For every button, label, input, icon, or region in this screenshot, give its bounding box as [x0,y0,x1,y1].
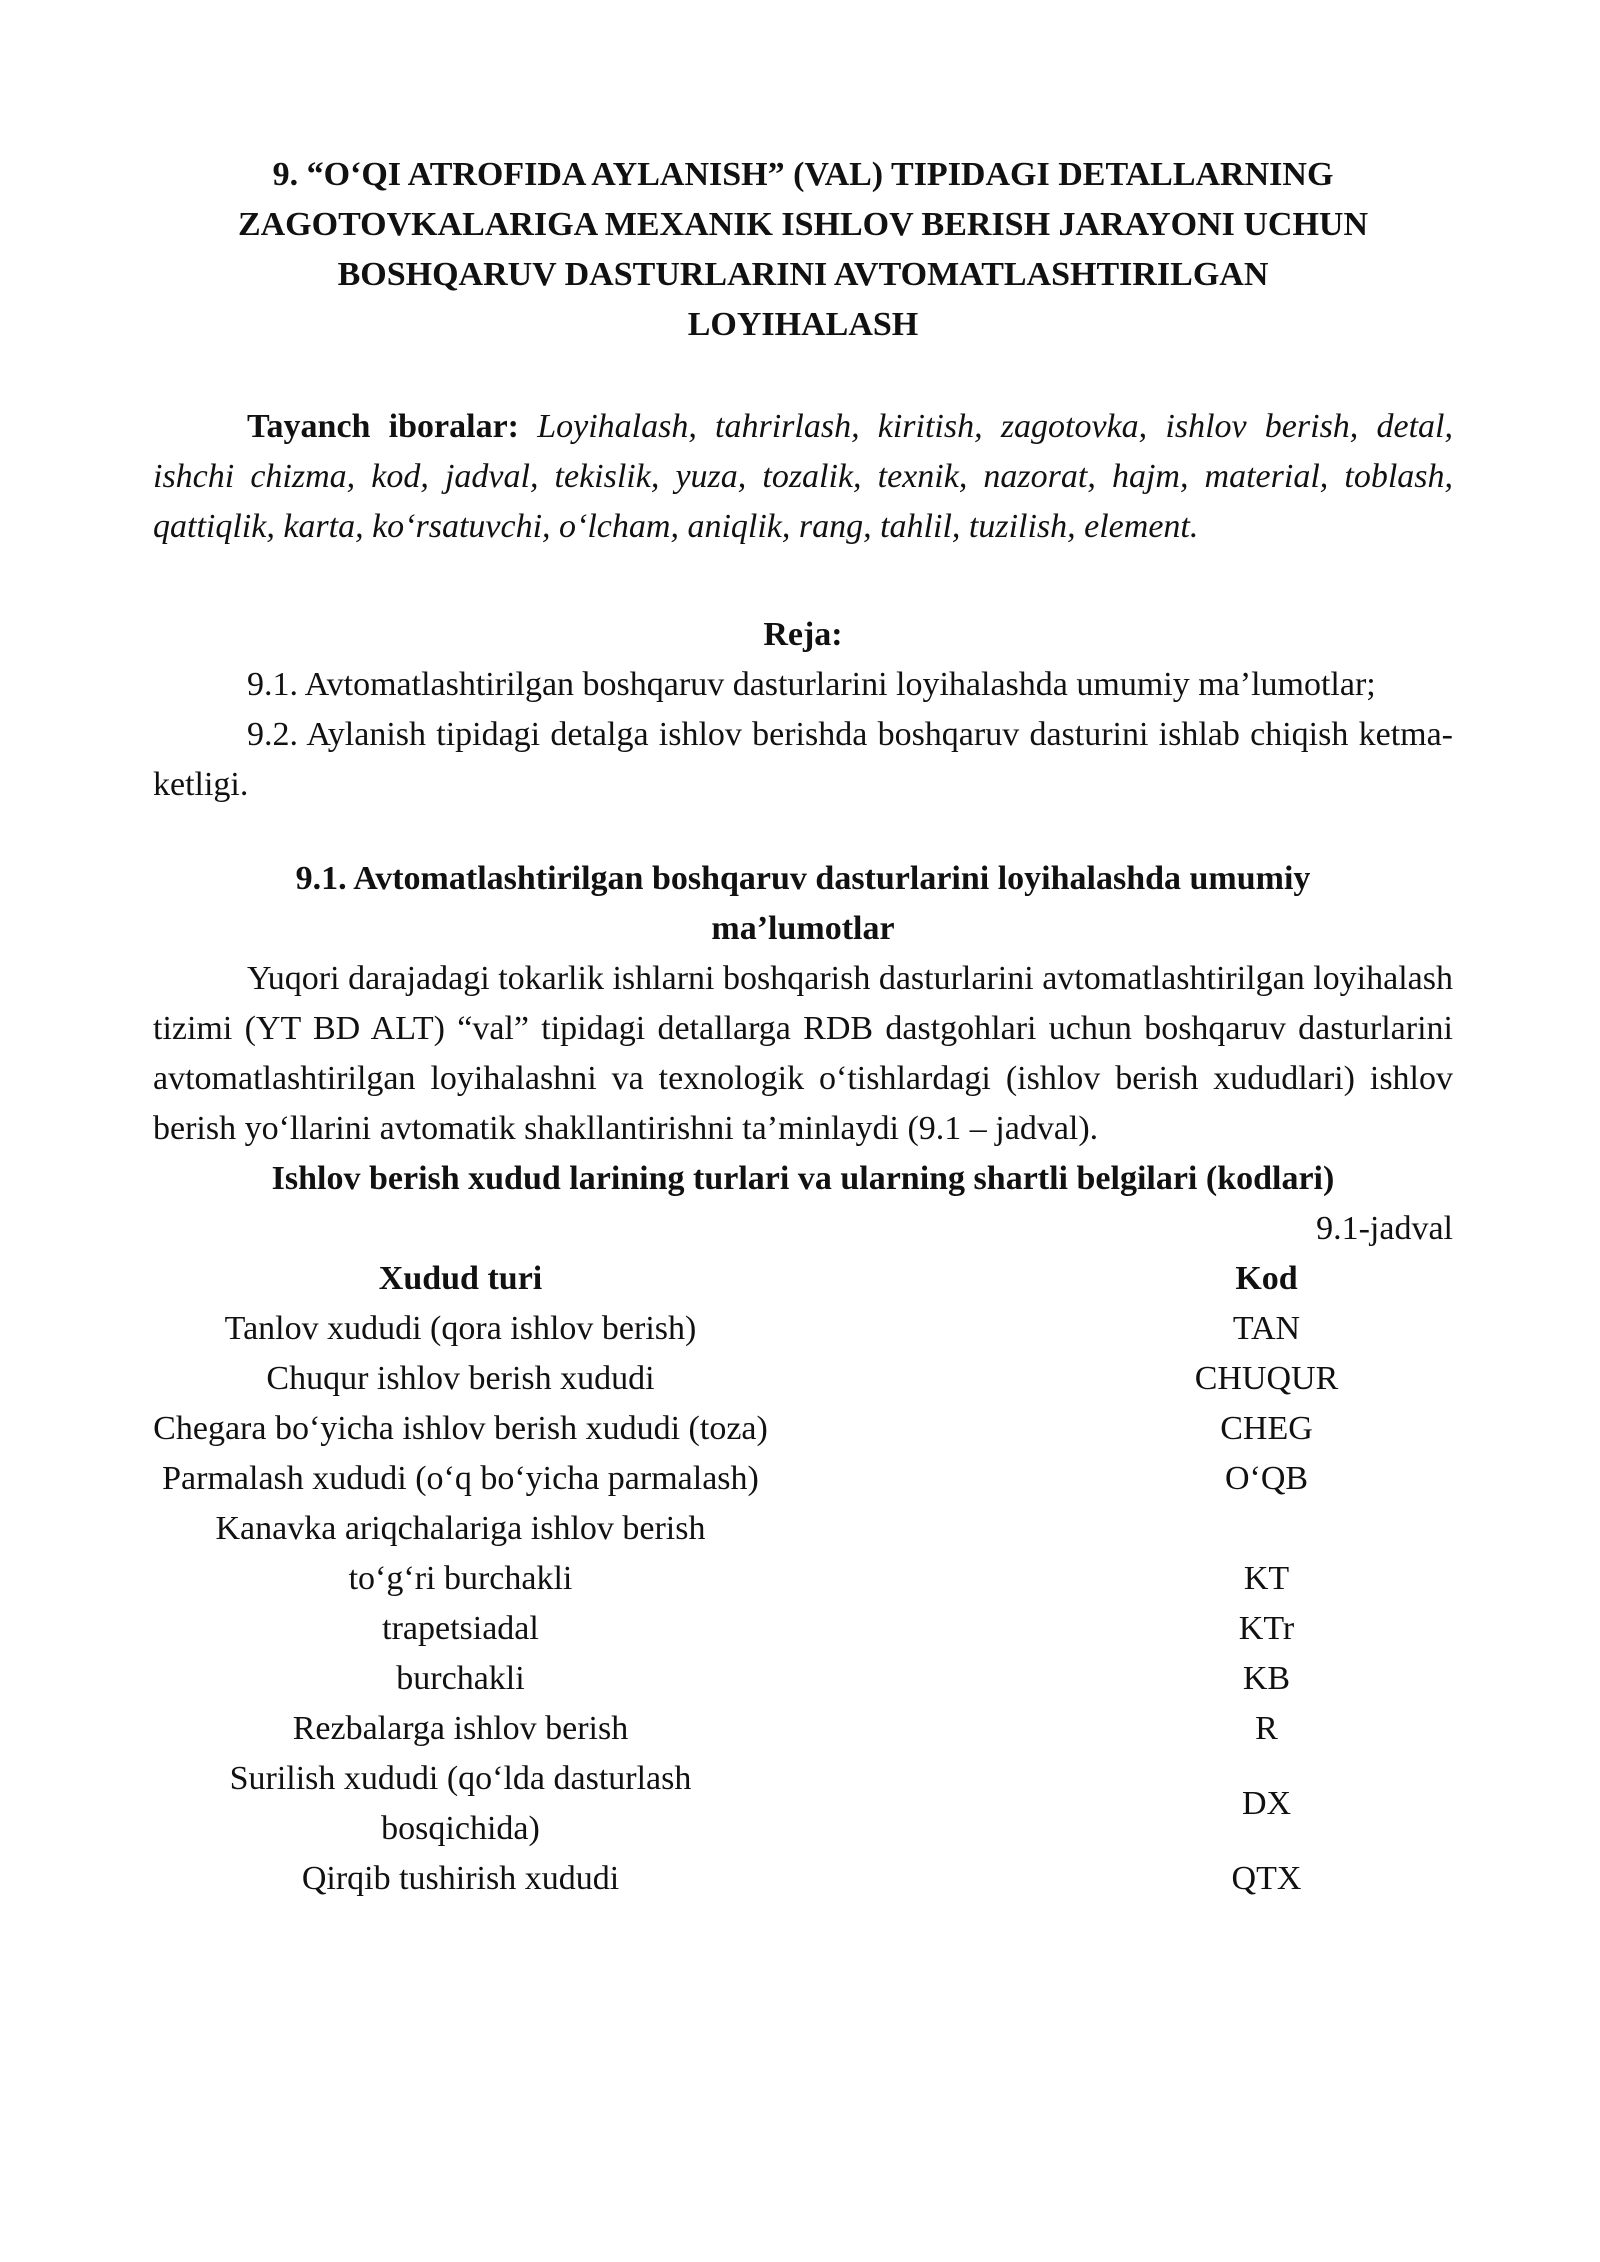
chapter-title [153,150,1453,350]
zone-code-cell: R [1255,1710,1278,1747]
plan-item: 9.1. Avtomatlashtirilgan boshqaruv dasturlarini loyihalashda umumiy ma’lumotlar; [247,666,1376,703]
zone-code-cell: KTr [1238,1610,1295,1647]
zone-code-cell [1080,1504,1453,1554]
section-paragraph: Yuqori darajadagi tokarlik ishlarni boshqarish dasturlarini avtomatlashtirilgan loyihalash tizimi (YT BD ALT) “val” tipidagi detallarga RDB dastgohlari uchun boshqaruv dasturlarini avtomatlashtirilgan loyihalashni va texnologik o‘tishlardagi (ishlov berish xududlari) ishlov berish yo‘llarini avtomatik shakllantirishni ta’minlaydi (9.1 – jadval). [153,960,1453,1147]
zone-type-cell: Rezbalarga ishlov berish [292,1710,629,1747]
table-row [153,1504,1453,1554]
table-row [153,1754,1453,1854]
table-row [153,1454,1453,1504]
zone-type-cell: Kanavka ariqchalariga ishlov berish [215,1510,706,1547]
table-row [153,1604,1453,1654]
section-heading: 9.1. Avtomatlashtirilgan boshqaruv dasturlarini loyihalashda umumiy ma’lumotlar [295,860,1311,947]
table-reference: 9.1-jadval [1316,1210,1453,1247]
chapter-title-line: 9. “O‘QI ATROFIDA AYLANISH” (VAL) TIPIDAGI DETALLARNING [272,156,1334,193]
zone-code-cell: TAN [1232,1310,1301,1347]
zone-code-cell: DX [1241,1785,1292,1822]
table-body [153,1304,1453,1904]
header-zone-type: Xudud turi [378,1260,543,1297]
zone-code-cell: O‘QB [1224,1460,1309,1497]
keywords-paragraph [153,402,1453,552]
zone-codes-table [153,1254,1453,1904]
zone-code-cell: CHUQUR [1194,1360,1339,1397]
plan-heading: Reja: [763,616,843,653]
table-row [153,1304,1453,1354]
zone-type-cell: trapetsiadal [382,1610,539,1647]
chapter-title-line: BOSHQARUV DASTURLARINI AVTOMATLASHTIRILGAN [337,256,1269,293]
chapter-title-line: ZAGOTOVKALARIGA MEXANIK ISHLOV BERISH JARAYONI UCHUN [237,206,1369,243]
table-row [153,1404,1453,1454]
table-title: Ishlov berish xudud larining turlari va ularning shartli belgilari (kodlari) [271,1160,1335,1197]
zone-type-cell: Tanlov xududi (qora ishlov berish) [224,1310,697,1347]
table-header-row [153,1254,1453,1304]
keywords-text: Loyihalash, tahrirlash, kiritish, zagotovka, ishlov berish, detal, ishchi chizma, kod, jadval, tekislik, yuza, tozalik, texnik, nazorat, hajm, material, toblash, qattiqlik, karta, ko‘rsatuvchi, o‘lcham, aniqlik, rang, tahlil, tuzilish, element. [153,408,1453,545]
zone-type-cell: Qirqib tushirish xududi [301,1860,620,1897]
keywords-label: Tayanch iboralar: [247,408,519,445]
page-content [153,150,1453,1904]
header-code: Kod [1235,1260,1298,1297]
table-row [153,1354,1453,1404]
zone-type-cell: Surilish xududi (qo‘lda dasturlash bosqichida) [229,1760,692,1847]
zone-type-cell: Chegara bo‘yicha ishlov berish xududi (toza) [153,1410,768,1447]
zone-code-cell: KT [1243,1560,1290,1597]
table-row [153,1654,1453,1704]
chapter-title-line: LOYIHALASH [687,306,919,343]
zone-code-cell: KB [1242,1660,1291,1697]
zone-code-cell: QTX [1231,1860,1302,1897]
zone-type-cell: Chuqur ishlov berish xududi [266,1360,655,1397]
table-row [153,1704,1453,1754]
zone-type-cell: burchakli [396,1660,525,1697]
table-row [153,1554,1453,1604]
plan-item: 9.2. Aylanish tipidagi detalga ishlov berishda boshqaruv dasturini ishlab chiqish ketma-ketligi. [153,716,1453,803]
zone-type-cell: to‘g‘ri burchakli [348,1560,573,1597]
zone-type-cell: Parmalash xududi (o‘q bo‘yicha parmalash) [162,1460,759,1497]
table-row [153,1854,1453,1904]
zone-code-cell: CHEG [1220,1410,1313,1447]
